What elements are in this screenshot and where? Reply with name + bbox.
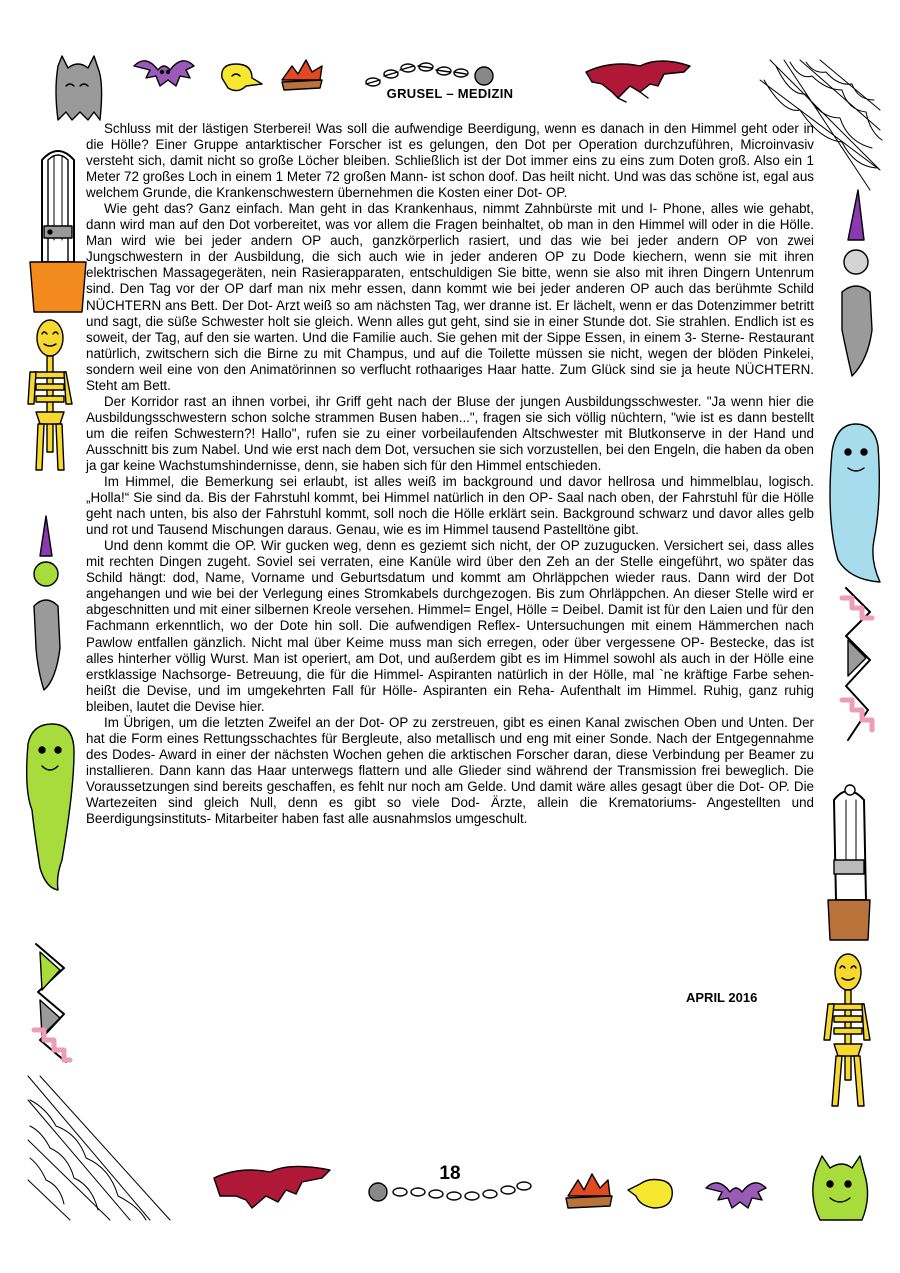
skeleton-icon [28, 320, 72, 470]
publication-date: APRIL 2016 [686, 990, 758, 1005]
page-header: GRUSEL – MEDIZIN [386, 86, 514, 101]
zigzag-ribbon-icon [34, 944, 70, 1062]
paragraph: Wie geht das? Ganz einfach. Man geht in das Krankenhaus, nimmt Zahnbürste mit und I- Phone, alles wie gehabt, dann wird man auf den Dot vorbereitet, was vor allem die Fragen beinhaltet, ob man in den Himmel will oder in die Hölle. Man wird wie bei jeder andern OP auch, ganzkörperlich rasiert, und das wie bei jeder andern OP von zwei Jungschwestern in der Ausbildung, die sich auch wie in jeder anderen OP zu Dode kiechern, wenn sie mit ihren elektrischen Massagegeräten, nein Rasierapparaten, entschuldigen Sie bitte, wenn sie also mit ihren Dingern Untenrum sind. Den Tag vor der OP darf man nix mehr essen, dann kommt wie bei jeder anderen OP auch das berühmte Schild NÜCHTERN ans Bett. Der Dot- Arzt weiß so am nächsten Tag, wer dranne ist. Er lächelt, wenn er das Dotenzimmer betritt und sagt, die süße Schwester holt sie gleich. Wenn alles gut geht, sind sie in einer Stunde dot. Sie strahlen. Endlich ist es soweit, der Tag, auf den sie warten. Und die Familie auch. Sie gehen mit der Sippe Essen, in einem 3- Sterne- Restaurant natürlich, zwitschern sich die Birne zu mit Champus, und auf die Toilette müssen sie nicht, wegen der blöden Pinkelei, sondern weil eine von den Animatörinnen so verflucht rothaariges Haar hatte. Zum Glück sind sie ja heute NÜCHTERN. Steht am Bett. [86, 201, 814, 393]
paragraph: Schluss mit der lästigen Sterberei! Was soll die aufwendige Beerdigung, wenn es danach in den Himmel geht oder in die Hölle? Einer Gruppe antarktischer Forscher ist es gelungen, den Dot per Operation durchzuführen, Microinvasiv versteht sich, damit nicht so große Löcher bleiben. Schließlich ist der Dot immer eins zu eins zum Doten groß. Also ein 1 Meter 72 großes Loch in einem 1 Meter 72 großen Mann- ist schon doof. Das heilt nicht. Und was das schöne ist, egal aus welchem Grunde, die Krankenschwestern übernehmen die Kosten einer Dot- OP. [86, 121, 814, 201]
gallows-icon [828, 785, 870, 940]
bat-icon [134, 61, 194, 86]
skeleton-icon [824, 954, 870, 1106]
gallows-icon [30, 151, 86, 312]
article-body [86, 121, 814, 827]
green-ghost-with-hat-icon [34, 516, 60, 690]
paragraph: Im Himmel, die Bemerkung sei erlaubt, ist alles weiß im background und davor hellrosa und himmelblau, logisch. „Holla!“ Sie sind da. Bis der Fahrstuhl kommt, bei Himmel natürlich in den OP- Saal nach oben, der Fahrstuhl für die Hölle geht nach unten, bis also der Fahrstuhl kommt, soll noch die Hölle erklärt sein. Background schwarz und davor alles gelb und rot und Tausend Mischungen daraus. Genau, wie es im Himmel tausend Pastelltöne gibt. [86, 474, 814, 538]
zigzag-ribbon-icon [842, 588, 872, 740]
blue-ghost-icon [830, 424, 880, 582]
ghost-with-hat-icon [842, 190, 872, 376]
paragraph: Der Korridor rast an ihnen vorbei, ihr Griff geht nach der Bluse der jungen Ausbildungsschwester. "Ja wenn hier die Ausbildungsschwestern schon solche strammen Busen haben...", fragen sie sich völlig nüchtern, "wie ist es dann bestellt um die reifen Schwestern?! Hallo", rufen sie zu einer vorbeilaufenden Altschwester mit Blutkonserve in der Hand und Ausschnitt bis zum Nabel. Und wie erst nach dem Dot, versuchen sie sich vorzustellen, bei den Engeln, die haben da oben ja gar keine Wachstumshindernisse, denn, sie haben sich für den Himmel entschieden. [86, 393, 814, 473]
paragraph: Im Übrigen, um die letzten Zweifel an der Dot- OP zu zerstreuen, gibt es einen Kanal zwischen Oben und Unten. Der hat die Form eines Rettungsschachtes für Bergleute, also metallisch und eng mit einer Sonde. Nach der Entgegennahme des Dodes- Award in einer der nächsten Wochen gehen die arktischen Forscher daran, diese Verbindung per Beamer zu installieren. Dann kann das Haar unterwegs flattern und alle Glieder sind während der Transmission frei beweglich. Die Voraussetzungen sind bereits geschaffen, es fehlt nur noch am Gelde. Und damit wäre alles gesagt über die Dot- OP. Die Wartezeiten sind gleich Null, denn es gibt so viele Dod- Ärzte, allein die Krematoriums- Angestellten und Beerdigungsinstituts- Mitarbeiter haben fast alle ausnahmslos umgeschult. [86, 714, 814, 827]
bat-icon [706, 1183, 766, 1208]
page-number: 18 [439, 1163, 461, 1184]
chain-ball-icon [366, 63, 493, 86]
green-ghost-icon [27, 724, 74, 890]
paragraph: Und denn kommt die OP. Wir gucken weg, denn es geziemt sich nicht, der OP zuzugucken. Versichert sei, dass alles mit rechten Dingen zugeht. Soviel sei verraten, eine Kanüle wird über den Zeh an der Stelle eingeführt, wo später das Schild hängt: dod, Name, Vorname und Geburtsdatum und kommt am Ohrläppchen wieder raus. Dann wird der Dot angehangen und wie bei der Verlegung eines Stromkabels durchgezogen. Bis zum Ohrläppchen. An dieser Stelle wird er abgeschnitten und mit einer silbernen Kreole versehen. Himmel= Engel, Hölle = Deibel. Damit ist für den Laien und für den Fachmann erkenntlich, wo der Dote hin soll. Die aufwendigen Reflex- Untersuchungen mit einem Hämmerchen nach Pawlow entfallen gänzlich. Nicht mal über Keime muss man sich erregen, oder über vergessene OP- Bestecke, das ist alles hinterher völlig Wurst. Man ist operiert, am Dot, und außerdem gibt es im Himmel sowohl als auch in der Hölle eine erstklassige Nachsorge- Betreuung, die für die Himmel- Aspiranten natürlich in der Hölle, mal `ne kräftige Farbe sehen- heißt die Devise, und im umgekehrten Fall für Hölle- Aspiranten ein Reha- Aufenthalt im Himmel. Ruhig, ganz ruhig bleiben, lautet die Devise hier. [86, 538, 814, 714]
spiderweb-icon [28, 1076, 170, 1220]
